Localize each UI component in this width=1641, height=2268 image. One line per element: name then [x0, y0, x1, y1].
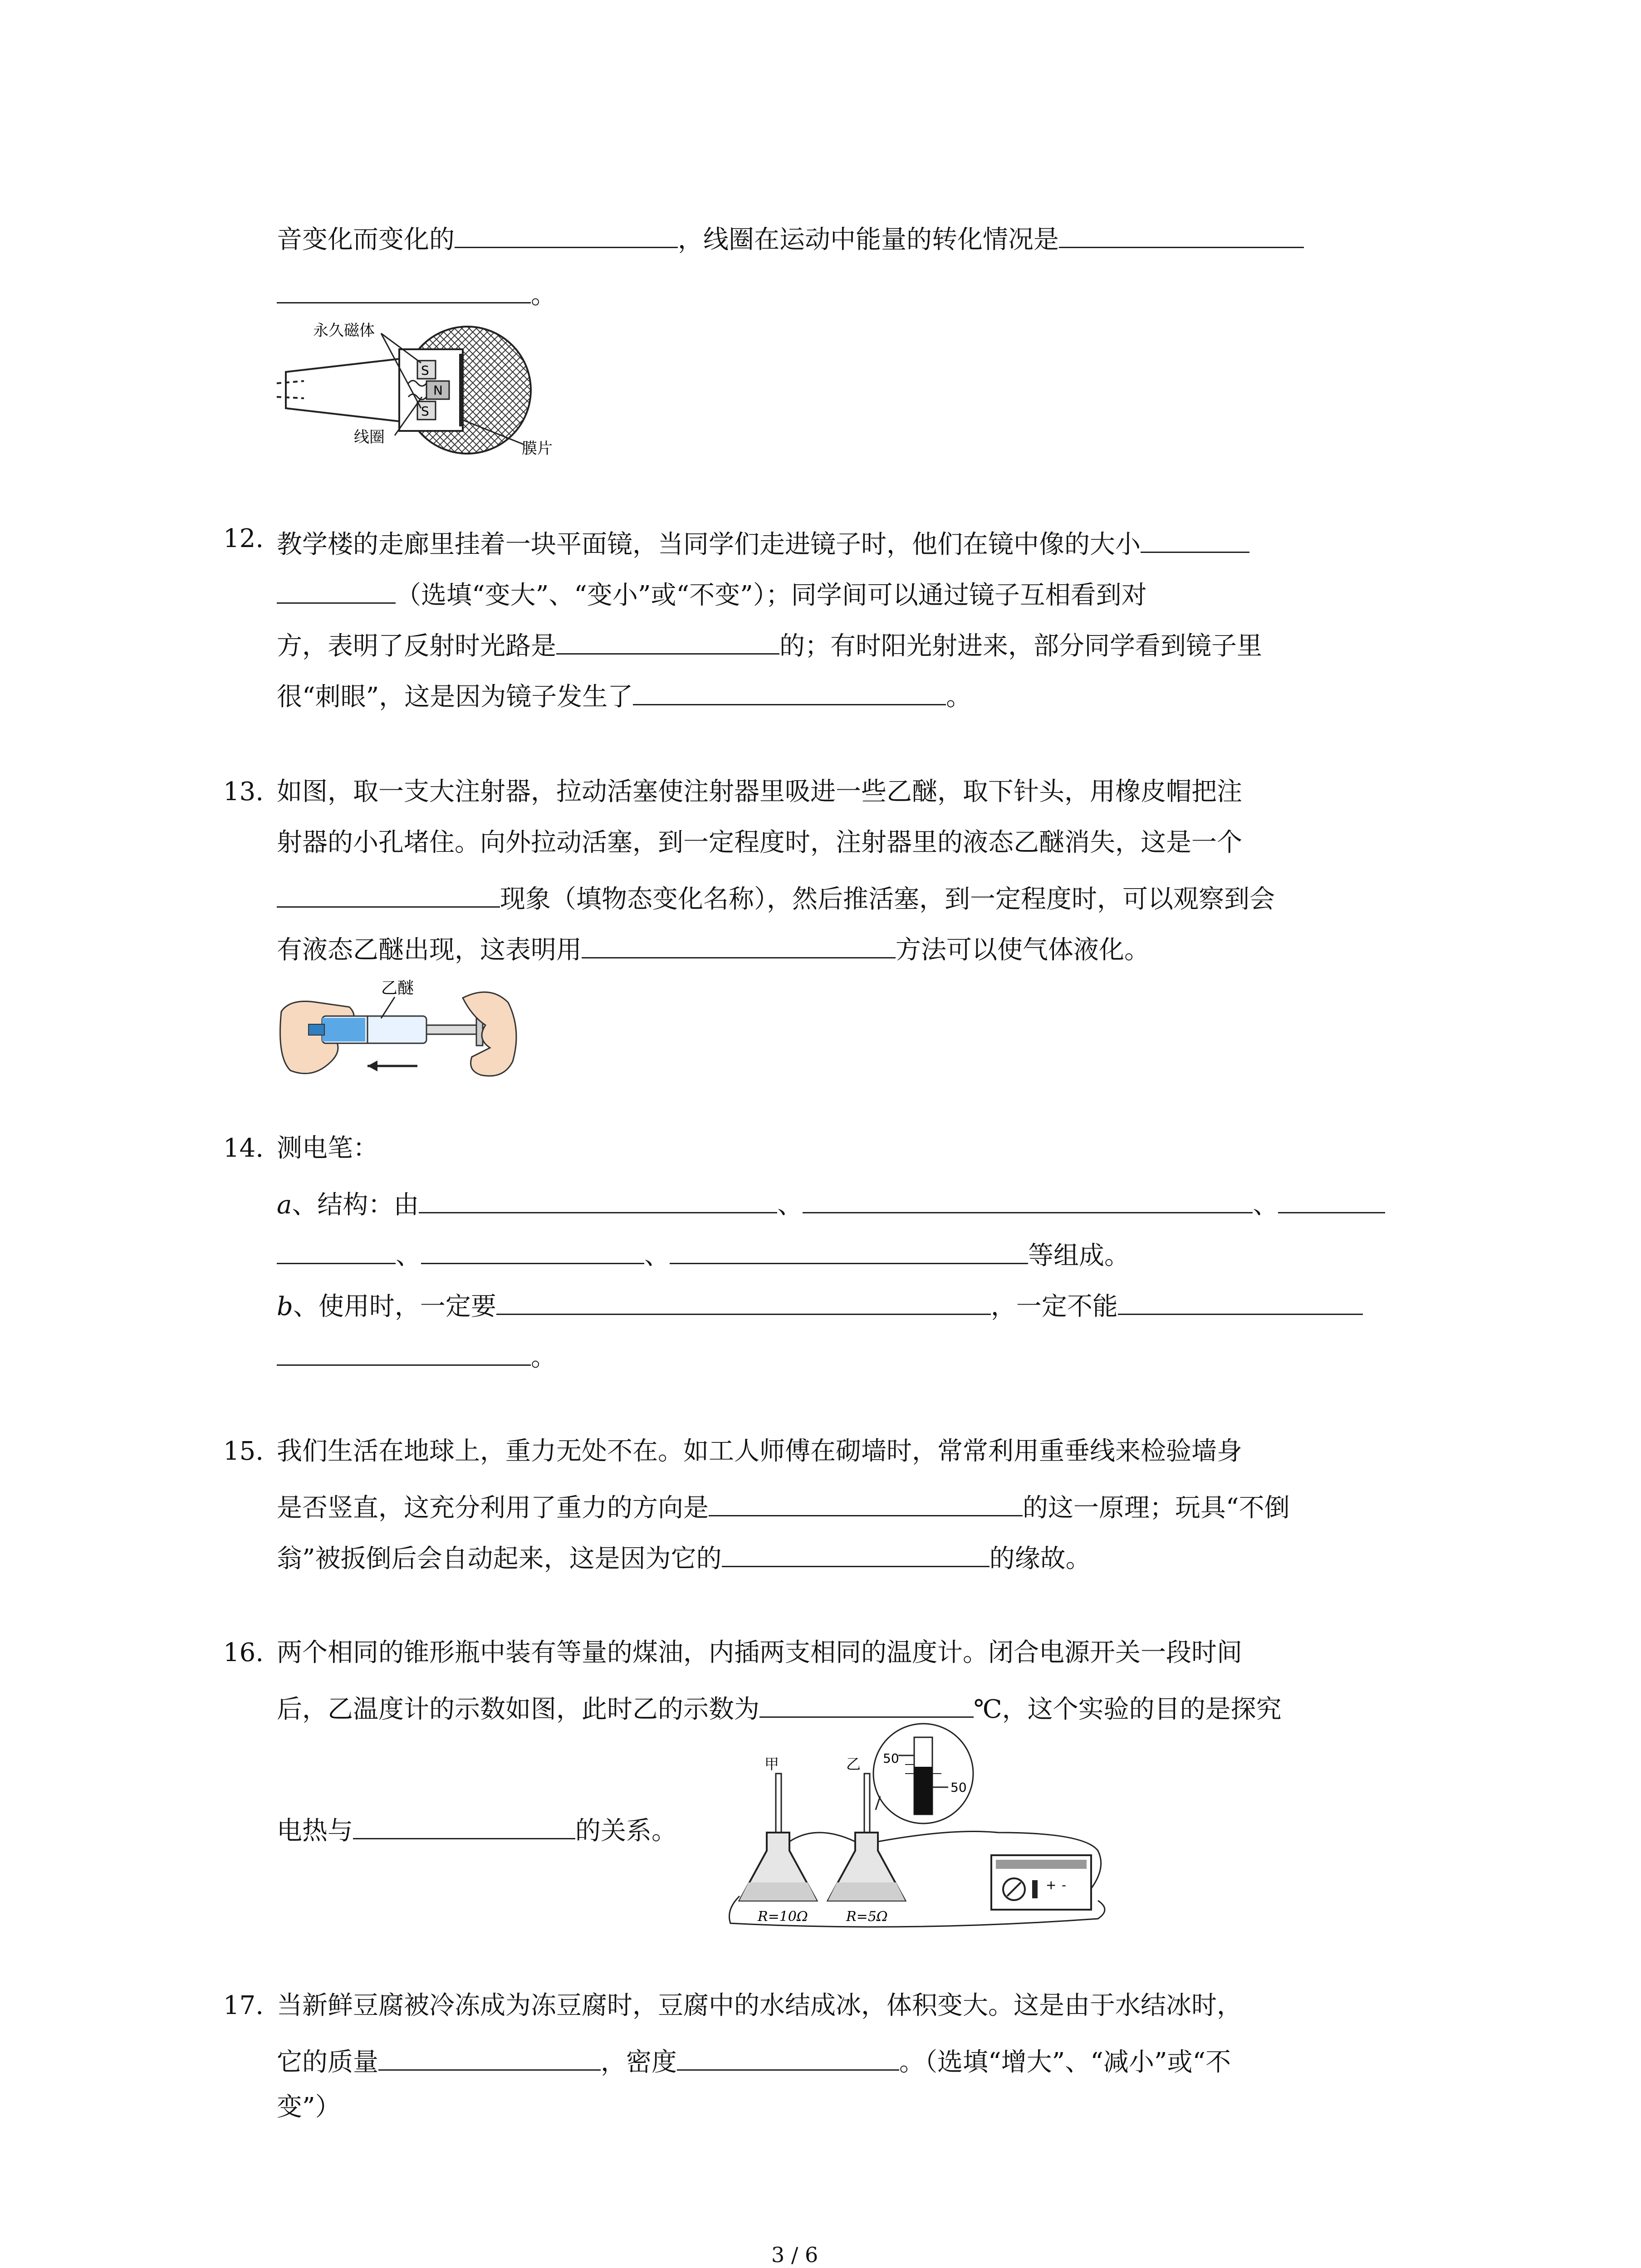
q12-text-2: （选填“变大”、“变小”或“不变”）；同学间可以通过镜子互相看到对 — [396, 581, 1147, 610]
q12-blank-3[interactable] — [633, 679, 946, 705]
label-coil: 线圈 — [354, 428, 385, 446]
q14-b-prefix: b — [277, 1292, 293, 1321]
q12-text-4a: 很“刺眼”，这是因为镜子发生了 — [277, 682, 633, 712]
q14-line-b2 — [277, 1339, 556, 1370]
label-magnet: 永久磁体 — [313, 322, 375, 340]
label-yi: 乙 — [846, 1755, 861, 1773]
q14-a-prefix: a — [277, 1190, 292, 1220]
q16-text-3a: 电热与 — [277, 1816, 353, 1846]
q14-sep-4: 、 — [644, 1241, 670, 1271]
q11-blank-1[interactable] — [455, 221, 678, 248]
q14-blank-7[interactable] — [1118, 1288, 1363, 1315]
q16-line3 — [277, 1813, 677, 1844]
q14-sep-1: 、 — [777, 1190, 803, 1220]
q14-blank-4[interactable] — [421, 1237, 644, 1264]
q14-blank-2[interactable] — [803, 1187, 1253, 1213]
q12-text-3b: 的；有时阳光射进来，部分同学看到镜子里 — [779, 631, 1262, 661]
label-ether: 乙醚 — [381, 979, 414, 997]
q14-sep-2: 、 — [1253, 1190, 1279, 1220]
q12-text-4b: 。 — [946, 682, 972, 712]
q16-line1: 两个相同的锥形瓶中装有等量的煤油，内插两支相同的温度计。闭合电源开关一段时间 — [277, 1638, 1242, 1667]
q14-blank-6[interactable] — [496, 1288, 991, 1315]
q14-blank-3[interactable] — [1278, 1187, 1385, 1213]
q13-text-4b: 方法可以使气体液化。 — [896, 935, 1150, 965]
q11-text-a: 音变化而变化的 — [277, 225, 455, 254]
q16-blank-1[interactable] — [759, 1691, 974, 1718]
q15-line1: 我们生活在地球上，重力无处不在。如工人师傅在砌墙时，常常利用重垂线来检验墙身 — [277, 1437, 1242, 1466]
thermo-50-right: 50 — [950, 1780, 967, 1795]
q14-b-text: 、使用时，一定要 — [293, 1292, 496, 1321]
q17-blank-1[interactable] — [378, 2044, 601, 2071]
q15-blank-1[interactable] — [709, 1490, 1023, 1516]
q14-line-a1 — [277, 1187, 1385, 1218]
q14-sep-3: 、 — [396, 1241, 421, 1271]
magnet-n: N — [433, 383, 443, 398]
q13-blank-1[interactable] — [277, 881, 500, 908]
q15-text-3a: 翁”被扳倒后会自动起来，这是因为它的 — [277, 1544, 722, 1574]
q15-line3 — [277, 1540, 1091, 1572]
q14-a-end: 等组成。 — [1028, 1241, 1130, 1271]
q13-text-4a: 有液态乙醚出现，这表明用 — [277, 935, 582, 965]
q14-blank-5[interactable] — [670, 1237, 1028, 1264]
q13-blank-2[interactable] — [582, 932, 896, 958]
q14-line-b1 — [277, 1288, 1363, 1320]
heating-experiment-figure — [726, 1719, 1112, 1928]
q13-line1: 如图，取一支大注射器，拉动活塞使注射器里吸进一些乙醚，取下针头，用橡皮帽把注 — [277, 777, 1242, 807]
q12-blank-1[interactable] — [1141, 526, 1249, 553]
q16-text-2b: ℃，这个实验的目的是探究 — [974, 1695, 1282, 1724]
q13-text-3: 现象（填物态变化名称），然后推活塞，到一定程度时，可以观察到会 — [500, 885, 1275, 914]
q14-blank-1[interactable] — [419, 1187, 777, 1213]
microphone-figure — [277, 318, 567, 463]
q11-blank-2-cont[interactable] — [277, 277, 531, 303]
label-r1: R=10Ω — [758, 1909, 808, 1925]
q15-blank-2[interactable] — [722, 1540, 989, 1567]
q12-line3 — [277, 628, 1262, 659]
q11-period: 。 — [531, 280, 556, 310]
q15-number: 15. — [223, 1437, 264, 1466]
q13-line2: 射器的小孔堵住。向外拉动活塞，到一定程度时，注射器里的液态乙醚消失，这是一个 — [277, 828, 1242, 857]
q14-line-a2 — [277, 1237, 1130, 1269]
q17-line3: 变”） — [277, 2092, 341, 2122]
q17-number: 17. — [223, 1991, 264, 2020]
label-r2: R=5Ω — [846, 1909, 888, 1925]
q16-blank-2[interactable] — [353, 1813, 575, 1839]
label-jia: 甲 — [764, 1755, 779, 1773]
q17-line1: 当新鲜豆腐被冷冻成为冻豆腐时，豆腐中的水结成冰，体积变大。这是由于水结冰时， — [277, 1991, 1242, 2020]
q11-line1 — [277, 221, 1304, 253]
svg-text:+: + — [1046, 1877, 1057, 1892]
q13-line4 — [277, 932, 1150, 963]
q14-number: 14. — [223, 1134, 264, 1163]
q14-b-end: 。 — [531, 1343, 556, 1372]
q16-text-2a: 后，乙温度计的示数如图，此时乙的示数为 — [277, 1695, 759, 1724]
q15-line2 — [277, 1490, 1290, 1521]
q17-text-2a: 它的质量 — [277, 2048, 378, 2077]
q17-line2 — [277, 2044, 1231, 2075]
q12-blank-1-cont[interactable] — [277, 577, 396, 604]
q15-text-2a: 是否竖直，这充分利用了重力的方向是 — [277, 1493, 709, 1523]
q12-line1 — [277, 526, 1249, 557]
syringe-figure — [277, 971, 522, 1084]
q12-line2 — [277, 577, 1147, 608]
q12-text-3a: 方，表明了反射时光路是 — [277, 631, 556, 661]
label-diaphragm: 膜片 — [522, 440, 553, 458]
q11-line2 — [277, 277, 556, 308]
q12-line4 — [277, 679, 971, 710]
magnet-s-bottom: S — [421, 404, 429, 419]
q15-text-3b: 的缘故。 — [989, 1544, 1091, 1574]
q17-text-2c: 。（选填“增大”、“减小”或“不 — [899, 2048, 1231, 2077]
q12-blank-2[interactable] — [556, 628, 779, 655]
magnet-s-top: S — [421, 363, 429, 378]
q15-text-2b: 的这一原理；玩具“不倒 — [1023, 1493, 1290, 1523]
q12-text-1: 教学楼的走廊里挂着一块平面镜，当同学们走进镜子时，他们在镜中像的大小 — [277, 530, 1141, 559]
q14-blank-7-cont[interactable] — [277, 1339, 531, 1366]
q17-text-2b: ，密度 — [601, 2048, 677, 2077]
q16-number: 16. — [223, 1638, 264, 1667]
q11-text-b: ，线圈在运动中能量的转化情况是 — [678, 225, 1059, 254]
q14-a-text: 、结构：由 — [292, 1190, 419, 1220]
thermo-50-left: 50 — [883, 1751, 899, 1766]
q14-b-mid: ，一定不能 — [990, 1292, 1118, 1321]
q14-blank-3-cont[interactable] — [277, 1237, 396, 1264]
q11-blank-2[interactable] — [1059, 221, 1304, 248]
q16-line2 — [277, 1691, 1282, 1722]
q17-blank-2[interactable] — [677, 2044, 899, 2071]
q13-line3 — [277, 881, 1275, 912]
svg-text:-: - — [1062, 1877, 1067, 1892]
q16-text-3b: 的关系。 — [575, 1816, 677, 1846]
q14-title: 测电笔： — [277, 1134, 378, 1163]
q12-number: 12. — [223, 524, 264, 553]
q13-number: 13. — [223, 777, 264, 807]
page-number: 3 / 6 — [771, 2243, 818, 2267]
